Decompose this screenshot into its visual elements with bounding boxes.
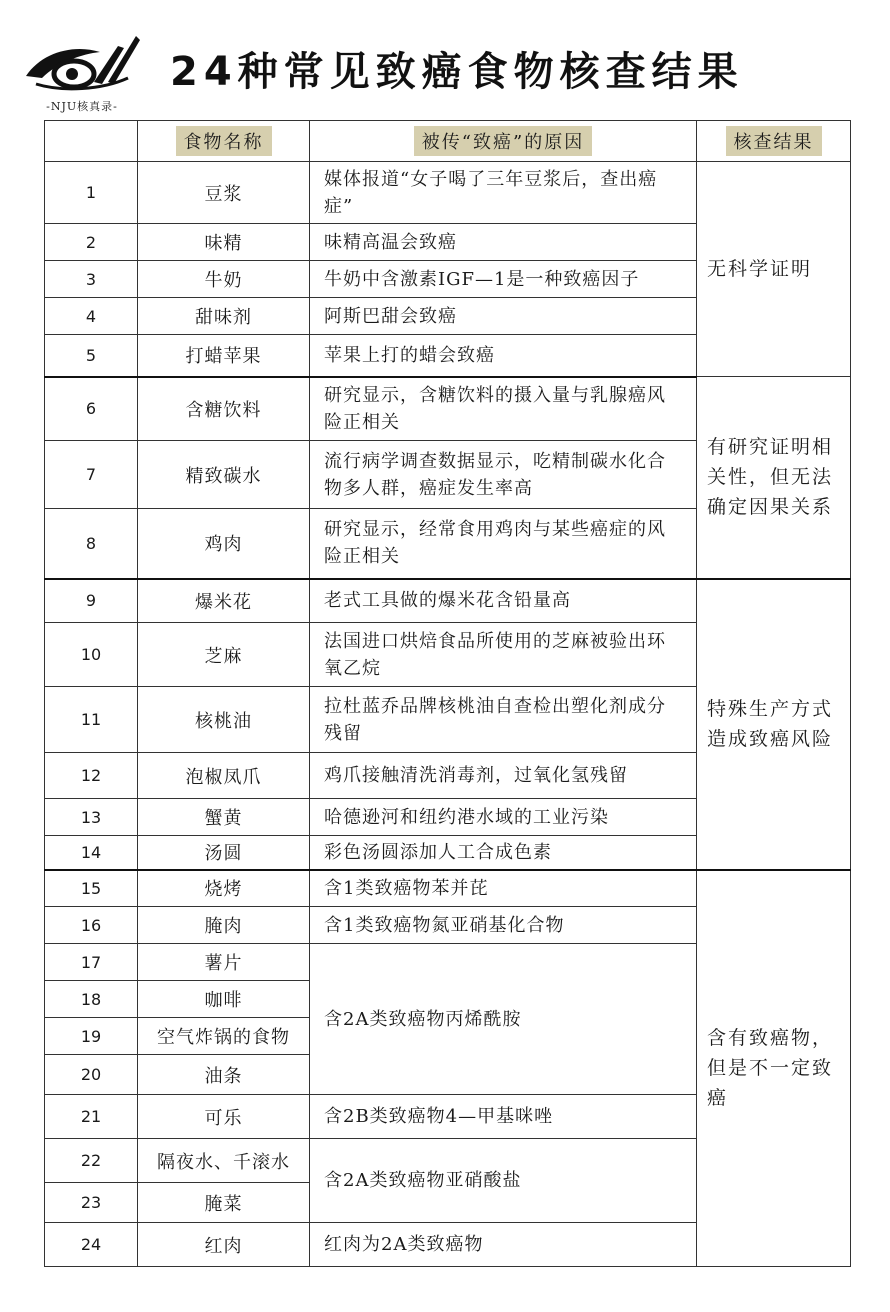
food-name: 打蜡苹果 [138,335,310,377]
header-result: 核查结果 [697,121,851,162]
result-text: 有研究证明相关性，但无法确定因果关系 [697,377,851,579]
row-num: 2 [45,224,138,261]
row-num: 4 [45,298,138,335]
reason-text: 法国进口烘焙食品所使用的芝麻被验出环氧乙烷 [310,623,697,687]
row-num: 10 [45,623,138,687]
table-row [45,377,851,441]
page-title: 24种常见致癌食物核查结果 [170,49,744,95]
logo-text: -NJU核真录- [46,100,118,113]
table-row [45,870,851,907]
row-num: 17 [45,944,138,981]
food-name: 空气炸锅的食物 [138,1018,310,1055]
row-num: 13 [45,799,138,836]
row-num: 11 [45,687,138,753]
food-name: 腌菜 [138,1183,310,1223]
row-num: 16 [45,907,138,944]
reason-text: 味精高温会致癌 [310,224,697,261]
food-name: 芝麻 [138,623,310,687]
result-text: 含有致癌物，但是不一定致癌 [697,870,851,1267]
reason-text: 含1类致癌物苯并芘 [310,870,697,907]
food-name: 精致碳水 [138,441,310,509]
reason-text: 媒体报道“女子喝了三年豆浆后，查出癌症” [310,162,697,224]
header-name: 食物名称 [138,121,310,162]
food-name: 红肉 [138,1223,310,1267]
reason-text: 哈德逊河和纽约港水域的工业污染 [310,799,697,836]
logo [22,32,142,116]
row-num: 22 [45,1139,138,1183]
food-name: 腌肉 [138,907,310,944]
reason-text: 含2B类致癌物4—甲基咪唑 [310,1095,697,1139]
food-name: 味精 [138,224,310,261]
food-name: 隔夜水、千滚水 [138,1139,310,1183]
row-num: 21 [45,1095,138,1139]
fact-check-table [44,120,851,1267]
row-num: 7 [45,441,138,509]
food-name: 核桃油 [138,687,310,753]
reason-text: 含1类致癌物氮亚硝基化合物 [310,907,697,944]
header-num [45,121,138,162]
row-num: 5 [45,335,138,377]
result-text: 无科学证明 [697,162,851,377]
row-num: 1 [45,162,138,224]
row-num: 6 [45,377,138,441]
food-name: 鸡肉 [138,509,310,579]
eye-logo-icon [22,32,142,94]
food-name: 烧烤 [138,870,310,907]
reason-text: 阿斯巴甜会致癌 [310,298,697,335]
reason-text: 流行病学调查数据显示，吃精制碳水化合物多人群，癌症发生率高 [310,441,697,509]
reason-text: 彩色汤圆添加人工合成色素 [310,836,697,870]
food-name: 咖啡 [138,981,310,1018]
table-header [45,121,851,162]
food-name: 豆浆 [138,162,310,224]
reason-text: 研究显示，经常食用鸡肉与某些癌症的风险正相关 [310,509,697,579]
row-num: 8 [45,509,138,579]
reason-text: 红肉为2A类致癌物 [310,1223,697,1267]
food-name: 汤圆 [138,836,310,870]
food-name: 油条 [138,1055,310,1095]
food-name: 爆米花 [138,579,310,623]
table-row [45,579,851,623]
food-name: 甜味剂 [138,298,310,335]
reason-text: 含2A类致癌物丙烯酰胺 [310,944,697,1095]
reason-text: 鸡爪接触清洗消毒剂，过氧化氢残留 [310,753,697,799]
row-num: 3 [45,261,138,298]
row-num: 14 [45,836,138,870]
food-name: 含糖饮料 [138,377,310,441]
row-num: 9 [45,579,138,623]
food-name: 蟹黄 [138,799,310,836]
food-name: 牛奶 [138,261,310,298]
food-name: 可乐 [138,1095,310,1139]
reason-text: 含2A类致癌物亚硝酸盐 [310,1139,697,1223]
reason-text: 拉杜蓝乔品牌核桃油自查检出塑化剂成分残留 [310,687,697,753]
row-num: 24 [45,1223,138,1267]
row-num: 19 [45,1018,138,1055]
row-num: 15 [45,870,138,907]
reason-text: 苹果上打的蜡会致癌 [310,335,697,377]
reason-text: 老式工具做的爆米花含铅量高 [310,579,697,623]
row-num: 23 [45,1183,138,1223]
reason-text: 研究显示，含糖饮料的摄入量与乳腺癌风险正相关 [310,377,697,441]
table-row [45,162,851,224]
result-text: 特殊生产方式造成致癌风险 [697,579,851,870]
reason-text: 牛奶中含激素IGF—1是一种致癌因子 [310,261,697,298]
header-reason: 被传“致癌”的原因 [310,121,697,162]
row-num: 20 [45,1055,138,1095]
food-name: 泡椒凤爪 [138,753,310,799]
food-name: 薯片 [138,944,310,981]
row-num: 18 [45,981,138,1018]
row-num: 12 [45,753,138,799]
